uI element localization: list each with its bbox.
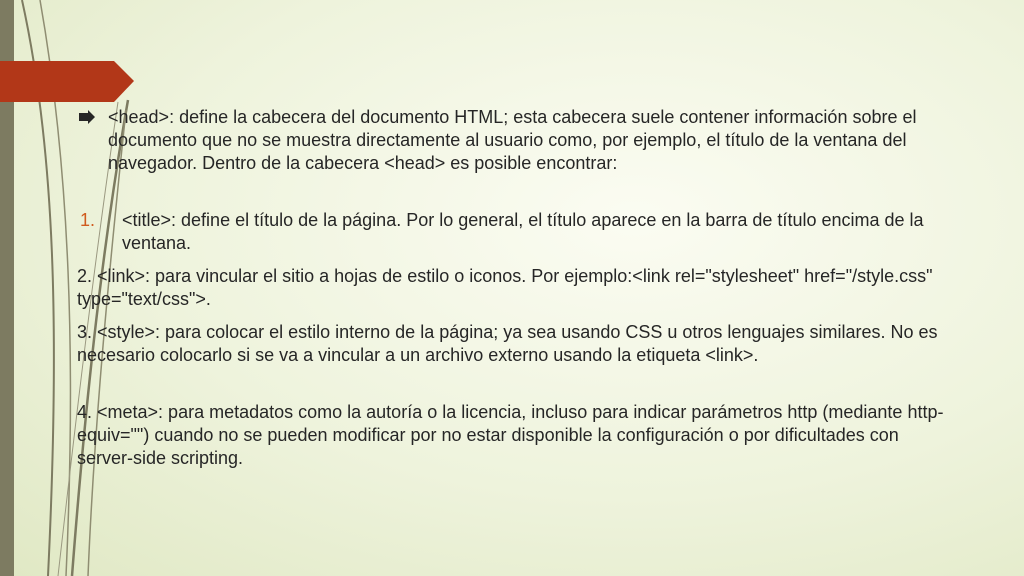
arrow-right-icon [79,110,95,124]
intro-paragraph: <head>: define la cabecera del documento HTML; esta cabecera suele contener información sobre el documento que no se muestra directamente al usuario como, por ejemplo, el título de la ventana del navegador. Dentro de la cabecera <head> es posible encontrar: [108,107,917,173]
list-item-link: 2. <link>: para vincular el sitio a hojas de estilo o iconos. Por ejemplo:<link rel="stylesheet" href="/style.css" type="text/css">. [77,266,933,309]
list-item-style: 3. <style>: para colocar el estilo interno de la página; ya sea usando CSS u otros lenguajes similares. No es necesario colocarlo si se va a vincular a un archivo externo usando la etiqueta <link>. [77,322,938,365]
list-item-title: <title>: define el título de la página. Por lo general, el título aparece en la barra de título encima de la ventana. [122,210,924,253]
list-number-1: 1. [80,210,96,230]
list-item-meta: 4. <meta>: para metadatos como la autoría o la licencia, incluso para indicar parámetros http (mediante http-equiv="") cuando no se pueden modificar por no estar disponible la configuración o por dificultades con server-side scripting. [77,402,944,468]
